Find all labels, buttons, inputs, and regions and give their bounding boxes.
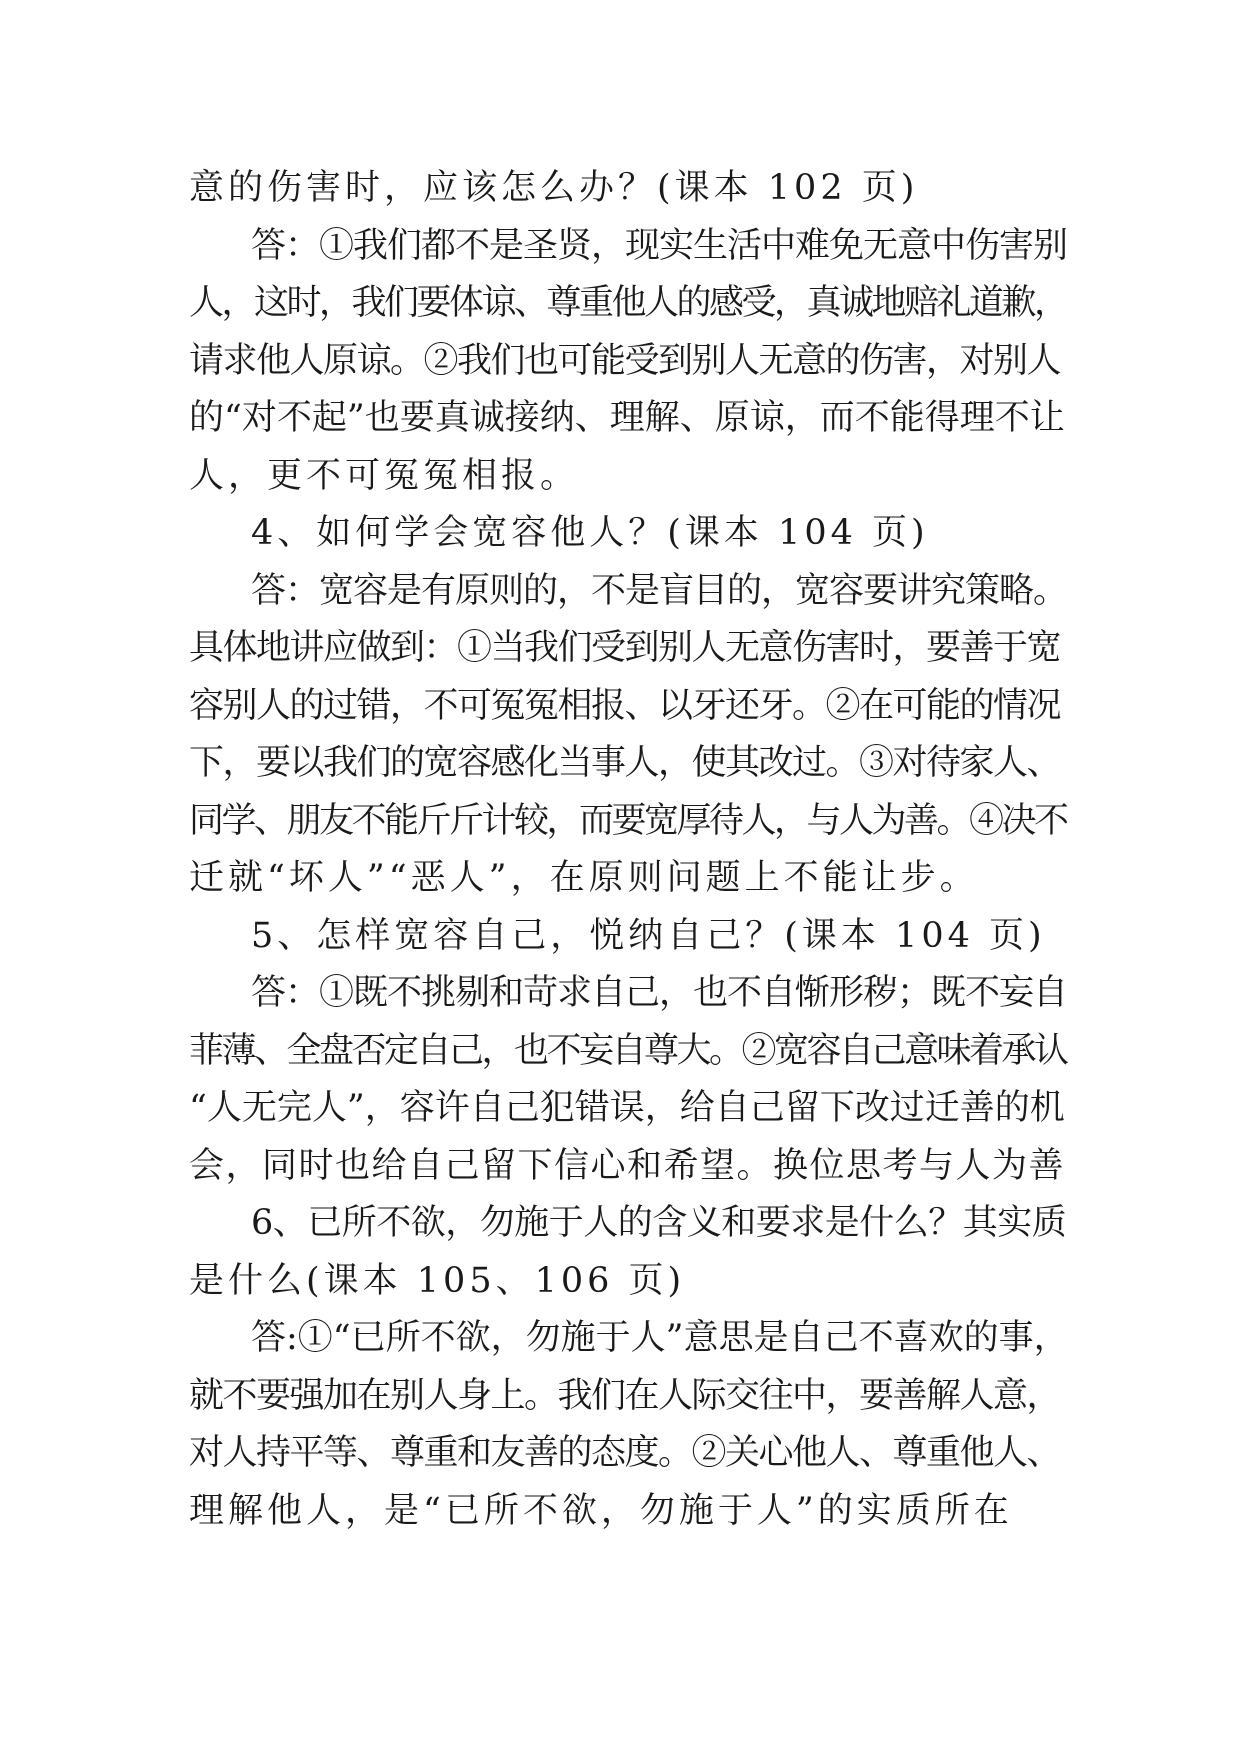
question-heading: 4、如何学会宽容他人？(课本 104 页) bbox=[251, 513, 929, 553]
text-line: 下，要以我们的宽容感化当事人，使其改过。③对待家人、 bbox=[189, 743, 1061, 783]
text-line: 菲薄、全盘否定自己，也不妄自尊大。②宽容自己意味着承认 bbox=[189, 1030, 1067, 1071]
question-heading: 5、怎样宽容自己，悦纳自己？(课本 104 页) bbox=[251, 915, 1046, 956]
text-line: “人无完人”，容许自己犯错误，给自己留下改过迁善的机 bbox=[189, 1088, 1065, 1128]
answer-paragraph-start: 答：①既不挑剔和苛求自己，也不自惭形秽；既不妄自 bbox=[251, 973, 1068, 1013]
text-line: 意的伤害时，应该怎么办？(课本 102 页) bbox=[189, 168, 919, 208]
text-line: 人，这时，我们要体谅、尊重他人的感受，真诚地赔礼道歉， bbox=[189, 283, 1067, 323]
answer-paragraph-start: 答：宽容是有原则的，不是盲目的，宽容要讲究策略。 bbox=[251, 570, 1068, 611]
text-line: 容别人的过错，不可冤冤相报、以牙还牙。②在可能的情况 bbox=[189, 685, 1061, 726]
text-line: 迁就“坏人”“恶人”，在原则问题上不能让步。 bbox=[189, 858, 979, 898]
document-body bbox=[189, 160, 1069, 1540]
answer-paragraph-start: 答:①“已所不欲，勿施于人”意思是自己不喜欢的事， bbox=[251, 1318, 1069, 1358]
text-line: 对人持平等、尊重和友善的态度。②关心他人、尊重他人、 bbox=[189, 1433, 1061, 1473]
text-line: 请求他人原谅。②我们也可能受到别人无意的伤害，对别人 bbox=[189, 340, 1061, 381]
text-line: 同学、朋友不能斤斤计较，而要宽厚待人，与人为善。④决不 bbox=[189, 800, 1067, 841]
answer-paragraph-start: 答：①我们都不是圣贤，现实生活中难免无意中伤害别 bbox=[251, 225, 1068, 266]
text-line: 的“对不起”也要真诚接纳、理解、原谅，而不能得理不让 bbox=[189, 398, 1065, 438]
text-line: 理解他人，是“已所不欲，勿施于人”的实质所在 bbox=[189, 1490, 1013, 1531]
question-heading: 6、已所不欲，勿施于人的含义和要求是什么？其实质 bbox=[251, 1203, 1067, 1243]
text-line: 会，同时也给自己留下信心和希望。换位思考与人为善 bbox=[189, 1145, 1066, 1186]
text-line: 人，更不可冤冤相报。 bbox=[189, 455, 580, 496]
text-line: 是什么(课本 105、106 页) bbox=[189, 1260, 686, 1301]
text-line: 具体地讲应做到：①当我们受到别人无意伤害时，要善于宽 bbox=[189, 628, 1061, 668]
text-line: 就不要强加在别人身上。我们在人际交往中，要善解人意， bbox=[189, 1375, 1061, 1416]
